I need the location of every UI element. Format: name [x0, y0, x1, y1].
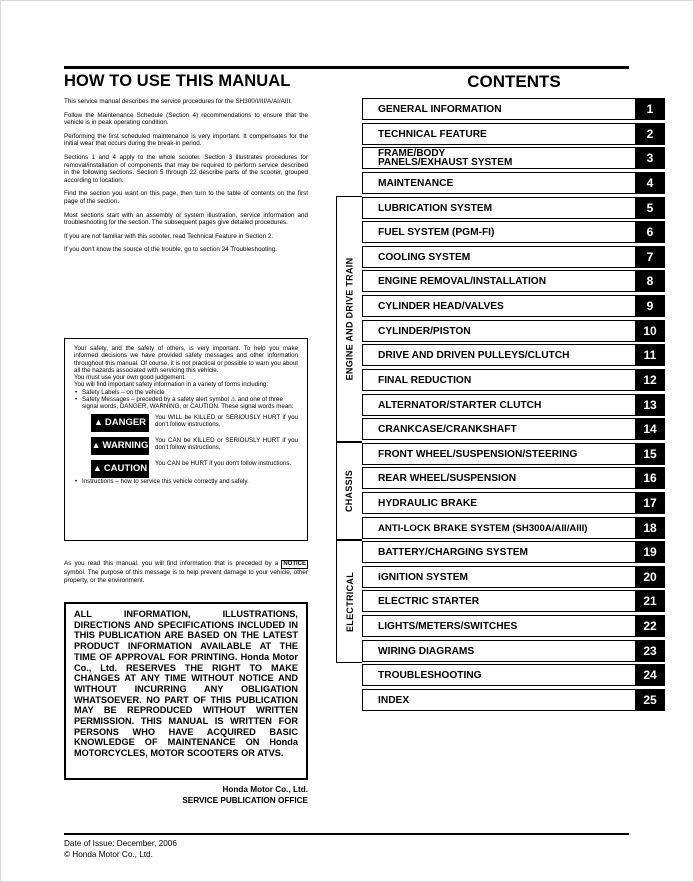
- toc-label[interactable]: LUBRICATION SYSTEM: [362, 197, 635, 219]
- intro-paragraph: This service manual describes the service procedures for the SH300/I/III/A/AI/AIII.: [64, 98, 292, 105]
- toc-item-engine-removal[interactable]: [362, 270, 665, 294]
- toc-label[interactable]: CRANKCASE/CRANKSHAFT: [362, 418, 635, 440]
- publisher-name: Honda Motor Co., Ltd.: [222, 785, 308, 794]
- toc-label[interactable]: IGNITION SYSTEM: [362, 566, 635, 588]
- toc-item-lubrication-system[interactable]: [362, 197, 665, 221]
- toc-item-troubleshooting[interactable]: [362, 664, 665, 688]
- group-label: ELECTRICAL: [344, 571, 355, 632]
- copyright: © Honda Motor Co., Ltd.: [64, 850, 153, 859]
- toc-section-number[interactable]: 12: [635, 369, 665, 391]
- toc-item-ignition[interactable]: [362, 566, 665, 590]
- toc-section-number[interactable]: 22: [635, 615, 665, 637]
- signal-word: DANGER: [104, 417, 147, 429]
- toc-section-number[interactable]: 20: [635, 566, 665, 588]
- issue-date: Date of Issue: December, 2006: [64, 839, 177, 848]
- safety-bullet: • Safety Labels – on the vehicle: [74, 389, 298, 396]
- toc-section-number[interactable]: 23: [635, 640, 665, 662]
- safety-intro: Your safety, and the safety of others, is very important. To help you make informed decisions we have provided safety messages and other information throughout this manual. Of course, it is not practical or possible to warn you about all the hazards associated with servicing this vehicle.: [74, 345, 298, 374]
- toc-label[interactable]: CYLINDER/PISTON: [362, 320, 635, 342]
- top-rule: [64, 66, 629, 69]
- toc-section-number[interactable]: 15: [635, 443, 665, 465]
- toc-section-number[interactable]: 5: [635, 197, 665, 219]
- safety-bullet: • Safety Messages – preceded by a safety alert symbol ⚠ and one of three signal words, DANGER, WARNING, or CAUTION. These signal words mean:: [74, 396, 298, 411]
- group-engine-drive-train: [336, 196, 362, 442]
- toc-section-number[interactable]: 25: [635, 689, 665, 711]
- toc-label[interactable]: DRIVE AND DRIVEN PULLEYS/CLUTCH: [362, 344, 635, 366]
- warning-triangle-icon: ▲: [93, 417, 103, 428]
- notice-paragraph: [64, 560, 308, 584]
- toc-label[interactable]: ENGINE REMOVAL/INSTALLATION: [362, 270, 635, 292]
- toc-item-fuel-system[interactable]: [362, 221, 665, 245]
- toc-item-final-reduction[interactable]: [362, 369, 665, 393]
- toc-section-number[interactable]: 8: [635, 270, 665, 292]
- toc-item-cylinder-piston[interactable]: [362, 320, 665, 344]
- publisher-office: SERVICE PUBLICATION OFFICE: [182, 795, 308, 805]
- intro-paragraph: Find the section you want on this page, then turn to the table of contents on the first page of the section.: [64, 190, 308, 205]
- intro-paragraph: If you don't know the source of the trouble, go to section 24 Troubleshooting.: [64, 246, 277, 254]
- toc-label[interactable]: COOLING SYSTEM: [362, 246, 635, 268]
- toc-section-number[interactable]: 2: [635, 123, 665, 145]
- signal-text: You CAN be HURT if you don't follow instructions.: [155, 459, 292, 467]
- toc-item-battery[interactable]: [362, 541, 665, 565]
- notice-text: symbol. The purpose of this message is to help prevent damage to your vehicle, other property, or the environment.: [64, 569, 308, 584]
- safety-bullet: • Instructions – how to service this vehicle correctly and safely.: [74, 478, 298, 485]
- toc-label[interactable]: FINAL REDUCTION: [362, 369, 635, 391]
- safety-box: [64, 338, 308, 541]
- toc-section-number[interactable]: 10: [635, 320, 665, 342]
- toc-item-cooling-system[interactable]: [362, 246, 665, 270]
- toc-item-general-information[interactable]: [362, 98, 665, 122]
- toc-section-number[interactable]: 17: [635, 492, 665, 514]
- toc-label[interactable]: ELECTRIC STARTER: [362, 590, 635, 612]
- toc-section-number[interactable]: 4: [635, 172, 665, 194]
- toc-section-number[interactable]: 9: [635, 295, 665, 317]
- toc-section-number[interactable]: 13: [635, 394, 665, 416]
- toc-label[interactable]: TROUBLESHOOTING: [362, 664, 635, 686]
- contents-title: CONTENTS: [467, 72, 561, 91]
- intro-paragraph: Follow the Maintenance Schedule (Section 4) recommendations to ensure that the vehicle is in peak operating condition.: [64, 111, 308, 127]
- toc-item-electric-starter[interactable]: [362, 590, 665, 614]
- group-label: ENGINE AND DRIVE TRAIN: [344, 257, 355, 381]
- legal-disclaimer: ALL INFORMATION, ILLUSTRATIONS, DIRECTIONS AND SPECIFICATIONS INCLUDED IN THIS PUBLICATION ARE BASED ON THE LATEST PRODUCT INFORMATION AVAILABLE AT THE TIME OF APPROVAL FOR PRINTING. Honda Motor Co., Ltd. RESERVES THE RIGHT TO MAKE CHANGES AT ANY TIME WITHOUT NOTICE AND WITHOUT INCURRING ANY OBLIGATION WHATSOEVER. NO PART OF THIS PUBLICATION MAY BE REPRODUCED WITHOUT WRITTEN PERMISSION. THIS MANUAL IS WRITTEN FOR PERSONS WHO HAVE ACQUIRED BASIC KNOWLEDGE OF MAINTENANCE ON Honda MOTORCYCLES, MOTOR SCOOTERS OR ATVS.: [64, 602, 308, 780]
- safety-list: [74, 478, 298, 485]
- toc-label[interactable]: CYLINDER HEAD/VALVES: [362, 295, 635, 317]
- toc-section-number[interactable]: 11: [635, 344, 665, 366]
- signal-word: WARNING: [102, 440, 149, 452]
- intro-paragraph: If you are not familiar with this scooter, read Technical Feature in Section 2.: [64, 232, 274, 240]
- toc-label[interactable]: ALTERNATOR/STARTER CLUTCH: [362, 394, 635, 416]
- toc-label[interactable]: FRAME/BODY PANELS/EXHAUST SYSTEM: [362, 147, 635, 169]
- safety-list: [74, 389, 298, 411]
- group-chassis: [336, 442, 362, 540]
- caution-badge: [91, 460, 149, 478]
- manual-usage-title: HOW TO USE THIS MANUAL: [64, 72, 291, 90]
- toc-item-rear-wheel[interactable]: [362, 467, 665, 491]
- toc-item-hydraulic-brake[interactable]: [362, 492, 665, 516]
- bottom-rule: [64, 833, 629, 835]
- danger-badge: [91, 414, 149, 432]
- toc-section-number[interactable]: 24: [635, 664, 665, 686]
- toc-section-number[interactable]: 6: [635, 221, 665, 243]
- toc-item-crankcase[interactable]: [362, 418, 665, 442]
- toc-label[interactable]: GENERAL INFORMATION: [362, 98, 635, 120]
- toc-label[interactable]: WIRING DIAGRAMS: [362, 640, 635, 662]
- toc-section-number[interactable]: 14: [635, 418, 665, 440]
- toc-item-technical-feature[interactable]: [362, 123, 665, 147]
- toc-label[interactable]: TECHNICAL FEATURE: [362, 123, 635, 145]
- toc-section-number[interactable]: 18: [635, 517, 665, 539]
- signal-text: You CAN be KILLED or SERIOUSLY HURT if you don't follow instructions.: [155, 436, 298, 451]
- signal-text: You WILL be KILLED or SERIOUSLY HURT if you don't follow instructions.: [155, 413, 298, 428]
- toc-item-cylinder-head[interactable]: [362, 295, 665, 319]
- toc-label[interactable]: HYDRAULIC BRAKE: [362, 492, 635, 514]
- intro-text: [64, 98, 308, 260]
- group-electrical: [336, 540, 362, 663]
- toc-label[interactable]: ANTI-LOCK BRAKE SYSTEM (SH300A/AII/AIII): [362, 517, 635, 539]
- toc-item-front-wheel[interactable]: [362, 443, 665, 467]
- toc-section-number[interactable]: 3: [635, 147, 665, 169]
- toc-section-number[interactable]: 19: [635, 541, 665, 563]
- footer: [64, 838, 177, 860]
- safety-line: You will find important safety information in a variety of forms including:: [74, 381, 269, 389]
- toc-label[interactable]: BATTERY/CHARGING SYSTEM: [362, 541, 635, 563]
- toc-section-number[interactable]: 1: [635, 98, 665, 120]
- toc-item-maintenance[interactable]: [362, 172, 665, 196]
- signal-caution: [91, 460, 298, 478]
- group-label: CHASSIS: [344, 469, 355, 513]
- warning-triangle-icon: ▲: [92, 463, 102, 474]
- intro-paragraph: Performing the first scheduled maintenance is very important. It compensates for the initial wear that occurs during the break-in period.: [64, 132, 308, 148]
- toc-section-number[interactable]: 7: [635, 246, 665, 268]
- toc-section-number[interactable]: 16: [635, 467, 665, 489]
- toc-item-frame-body-panels[interactable]: [362, 147, 665, 171]
- warning-triangle-icon: ▲: [91, 440, 101, 451]
- toc-label[interactable]: LIGHTS/METERS/SWITCHES: [362, 615, 635, 637]
- toc-item-abs[interactable]: [362, 517, 665, 541]
- notice-text: As you read this manual, you will find information that is preceded by a: [64, 560, 279, 567]
- warning-badge: [91, 437, 149, 455]
- toc-item-drive-pulleys[interactable]: [362, 344, 665, 368]
- toc-label[interactable]: INDEX: [362, 689, 635, 711]
- toc-item-lights-meters[interactable]: [362, 615, 665, 639]
- toc-item-wiring-diagrams[interactable]: [362, 640, 665, 664]
- notice-tag: NOTICE: [283, 561, 307, 567]
- toc-item-index[interactable]: [362, 689, 665, 713]
- toc-label[interactable]: FRONT WHEEL/SUSPENSION/STEERING: [362, 443, 635, 465]
- intro-paragraph: Most sections start with an assembly or system illustration, service information and troubleshooting for the section. The subsequent pages give detailed procedures.: [64, 211, 308, 227]
- toc-section-number[interactable]: 21: [635, 590, 665, 612]
- signal-word: CAUTION: [103, 463, 148, 475]
- toc-label[interactable]: MAINTENANCE: [362, 172, 635, 194]
- toc-item-alternator[interactable]: [362, 394, 665, 418]
- signal-warning: [91, 437, 298, 455]
- toc-label[interactable]: REAR WHEEL/SUSPENSION: [362, 467, 635, 489]
- signal-danger: [91, 414, 298, 432]
- publisher: [64, 785, 308, 806]
- safety-line: You must use your own good judgement.: [74, 374, 186, 382]
- intro-paragraph: Sections 1 and 4 apply to the whole scooter. Section 3 illustrates procedures for removal/installation of components that may be required to perform service described in the following sections. Section 5 through 22 describe parts of the scooter, grouped according to location.: [64, 153, 308, 184]
- toc-label[interactable]: FUEL SYSTEM (PGM-FI): [362, 221, 635, 243]
